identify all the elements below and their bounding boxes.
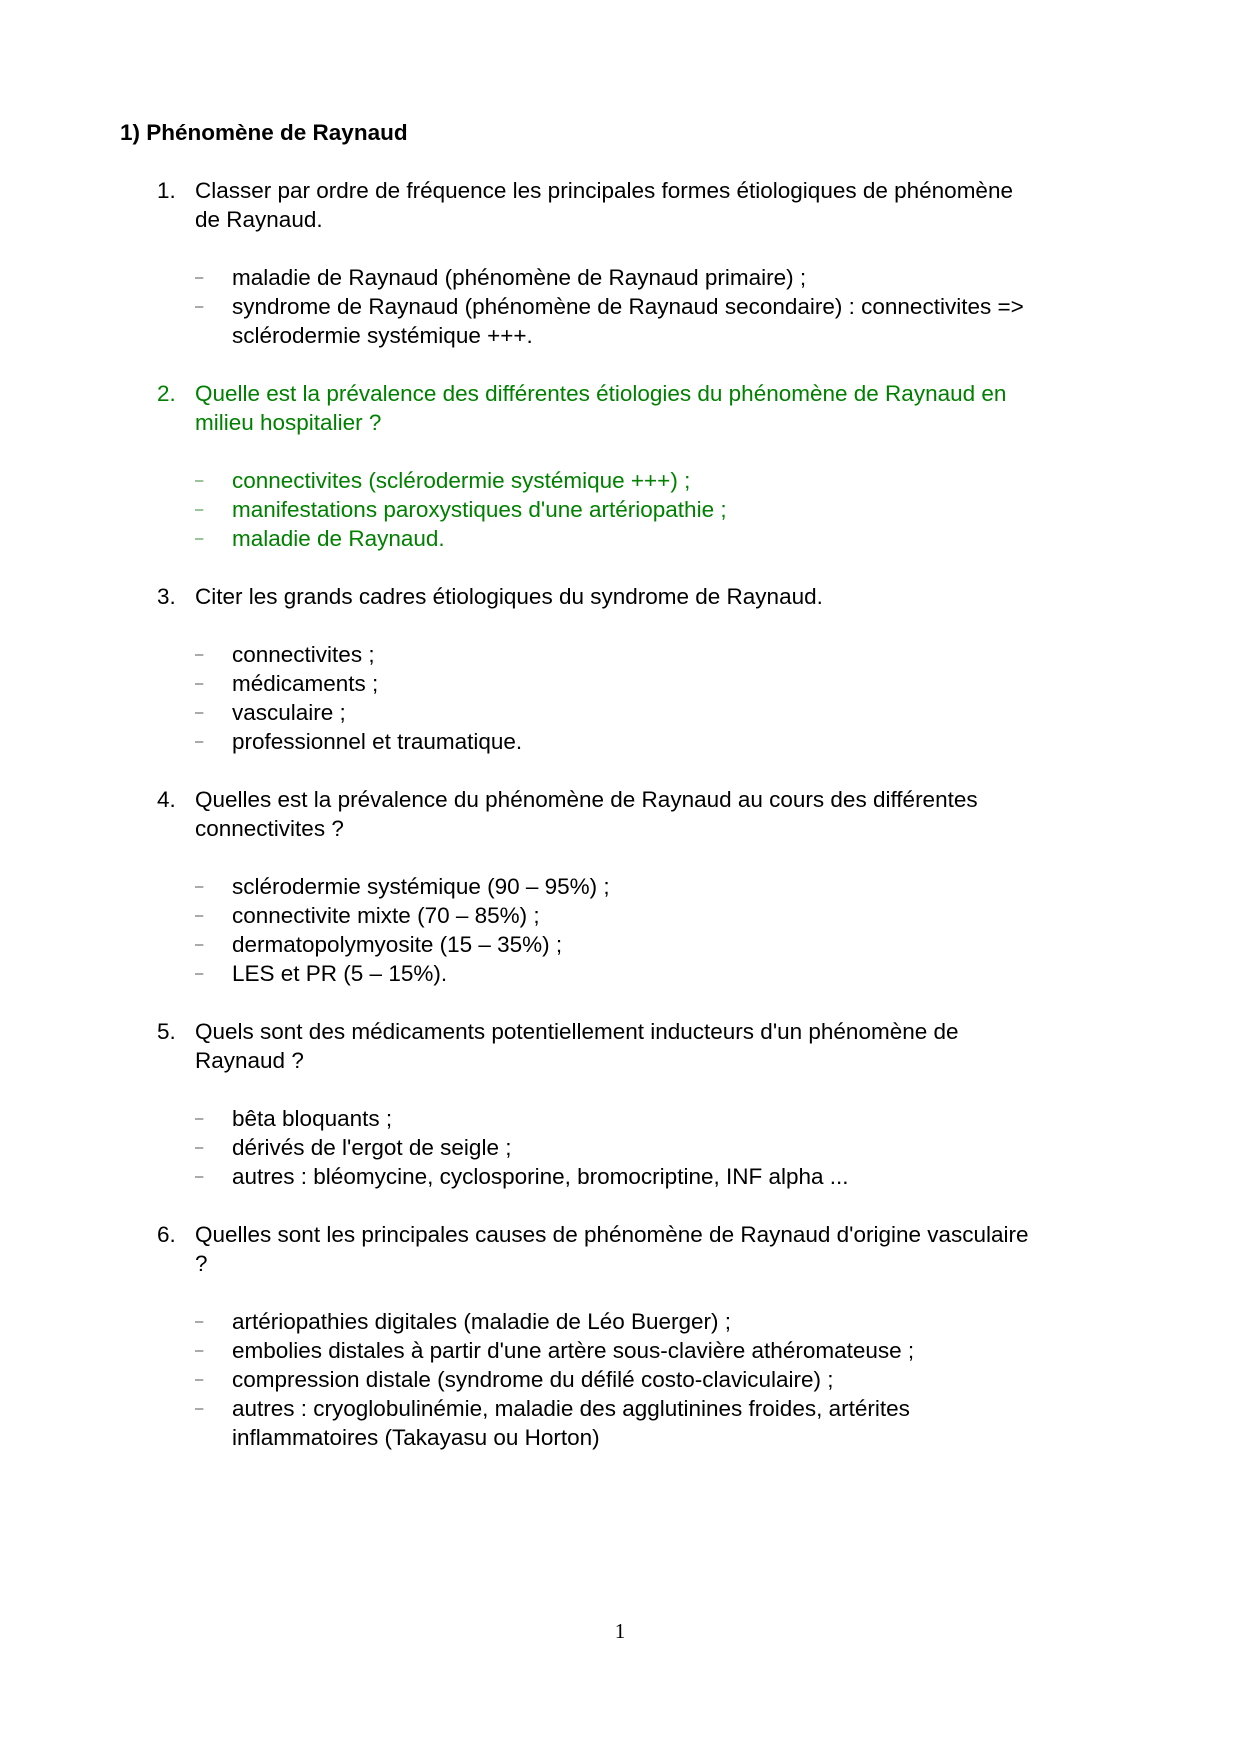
dash-bullet-icon: –	[195, 1139, 204, 1156]
list-item-text: maladie de Raynaud (phénomène de Raynaud primaire) ;	[232, 265, 807, 290]
question-number: 5.	[157, 1019, 176, 1044]
question-text-line: Citer les grands cadres étiologiques du syndrome de Raynaud.	[195, 584, 823, 609]
question-text-line: ?	[195, 1251, 208, 1276]
list-item-text: vasculaire ;	[232, 700, 346, 725]
dash-bullet-icon: –	[195, 1168, 204, 1185]
answer-list	[0, 872, 1240, 988]
dash-bullet-icon: –	[195, 501, 204, 518]
dash-bullet-icon: –	[195, 907, 204, 924]
question-number: 6.	[157, 1222, 176, 1247]
dash-bullet-icon: –	[195, 269, 204, 286]
list-item-text: bêta bloquants ;	[232, 1106, 393, 1131]
list-item	[0, 669, 1240, 698]
answer-list	[0, 1104, 1240, 1191]
dash-bullet-icon: –	[195, 472, 204, 489]
list-item	[0, 1365, 1240, 1394]
question-list	[0, 176, 1240, 1452]
dash-bullet-icon: –	[195, 1110, 204, 1127]
list-item	[0, 698, 1240, 727]
dash-bullet-icon: –	[195, 936, 204, 953]
list-item	[0, 959, 1240, 988]
list-item-text: sclérodermie systémique (90 – 95%) ;	[232, 874, 610, 899]
list-item	[0, 1336, 1240, 1365]
question-text-line: Quelle est la prévalence des différentes étiologies du phénomène de Raynaud en	[195, 381, 1007, 406]
question-text-line: Classer par ordre de fréquence les principales formes étiologiques de phénomène	[195, 178, 1013, 203]
list-item	[0, 292, 1240, 350]
dash-bullet-icon: –	[195, 1400, 204, 1417]
dash-bullet-icon: –	[195, 878, 204, 895]
list-item	[0, 1162, 1240, 1191]
dash-bullet-icon: –	[195, 965, 204, 982]
list-item-text: professionnel et traumatique.	[232, 729, 523, 754]
question-text-line: Quels sont des médicaments potentiellement inducteurs d'un phénomène de	[195, 1019, 959, 1044]
list-item-text: dérivés de l'ergot de seigle ;	[232, 1135, 512, 1160]
dash-bullet-icon: –	[195, 530, 204, 547]
list-item	[0, 930, 1240, 959]
list-item	[0, 727, 1240, 756]
list-item	[0, 1394, 1240, 1452]
list-item-text: médicaments ;	[232, 671, 379, 696]
list-item	[0, 263, 1240, 292]
section-title: 1) Phénomène de Raynaud	[120, 120, 408, 145]
list-item	[0, 1104, 1240, 1133]
question-2	[0, 379, 1240, 553]
dash-bullet-icon: –	[195, 1342, 204, 1359]
list-item-text: maladie de Raynaud.	[232, 526, 445, 551]
list-item-text: autres : cryoglobulinémie, maladie des agglutinines froides, artérites	[232, 1396, 910, 1421]
question-5	[0, 1017, 1240, 1191]
question-number: 3.	[157, 584, 176, 609]
list-item-text: sclérodermie systémique +++.	[232, 323, 533, 348]
question-text-line: de Raynaud.	[195, 207, 323, 232]
question-text-line: Quelles est la prévalence du phénomène de Raynaud au cours des différentes	[195, 787, 978, 812]
question-4	[0, 785, 1240, 988]
question-text-line: Raynaud ?	[195, 1048, 304, 1073]
answer-list	[0, 466, 1240, 553]
question-1	[0, 176, 1240, 350]
dash-bullet-icon: –	[195, 704, 204, 721]
list-item-text: manifestations paroxystiques d'une artériopathie ;	[232, 497, 727, 522]
question-3	[0, 582, 1240, 756]
dash-bullet-icon: –	[195, 298, 204, 315]
question-6	[0, 1220, 1240, 1452]
question-number: 2.	[157, 381, 176, 406]
list-item-text: inflammatoires (Takayasu ou Horton)	[232, 1425, 600, 1450]
list-item-text: autres : bléomycine, cyclosporine, bromocriptine, INF alpha ...	[232, 1164, 849, 1189]
dash-bullet-icon: –	[195, 646, 204, 663]
list-item	[0, 524, 1240, 553]
document-body	[0, 118, 1240, 1452]
list-item-text: embolies distales à partir d'une artère sous-clavière athéromateuse ;	[232, 1338, 915, 1363]
question-number: 4.	[157, 787, 176, 812]
list-item-text: compression distale (syndrome du défilé costo-claviculaire) ;	[232, 1367, 834, 1392]
list-item	[0, 1133, 1240, 1162]
list-item-text: connectivites (sclérodermie systémique +++) ;	[232, 468, 691, 493]
question-text-line: Quelles sont les principales causes de phénomène de Raynaud d'origine vasculaire	[195, 1222, 1029, 1247]
dash-bullet-icon: –	[195, 1371, 204, 1388]
question-text-line: milieu hospitalier ?	[195, 410, 382, 435]
question-number: 1.	[157, 178, 176, 203]
list-item-text: syndrome de Raynaud (phénomène de Raynaud secondaire) : connectivites =>	[232, 294, 1024, 319]
question-text-line: connectivites ?	[195, 816, 344, 841]
page-number: 1	[614, 1619, 626, 1643]
dash-bullet-icon: –	[195, 1313, 204, 1330]
answer-list	[0, 1307, 1240, 1452]
list-item-text: artériopathies digitales (maladie de Léo Buerger) ;	[232, 1309, 732, 1334]
list-item-text: LES et PR (5 – 15%).	[232, 961, 448, 986]
list-item-text: connectivites ;	[232, 642, 375, 667]
dash-bullet-icon: –	[195, 733, 204, 750]
list-item	[0, 872, 1240, 901]
list-item	[0, 901, 1240, 930]
list-item-text: dermatopolymyosite (15 – 35%) ;	[232, 932, 563, 957]
list-item-text: connectivite mixte (70 – 85%) ;	[232, 903, 540, 928]
list-item	[0, 1307, 1240, 1336]
list-item	[0, 466, 1240, 495]
answer-list	[0, 640, 1240, 756]
list-item	[0, 495, 1240, 524]
answer-list	[0, 263, 1240, 350]
list-item	[0, 640, 1240, 669]
dash-bullet-icon: –	[195, 675, 204, 692]
